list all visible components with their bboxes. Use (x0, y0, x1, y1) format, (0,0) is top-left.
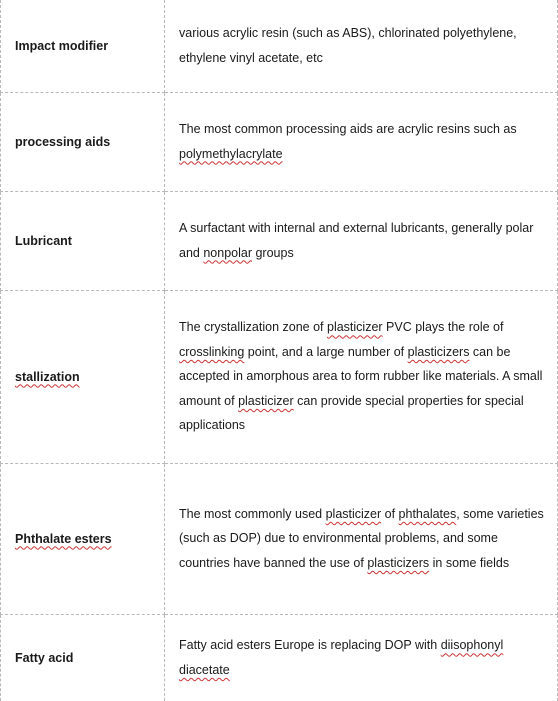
row-label-processing-aids: processing aids (1, 92, 165, 191)
row-label-lubricant: Lubricant (1, 191, 165, 290)
description-text: various acrylic resin (such as ABS), chlorinated polyethylene, ethylene vinyl acetate, etc (179, 26, 517, 65)
row-description (165, 290, 558, 463)
description-text: , some varieties (such as DOP) due to environmental problems, and some countries have banned the use of (179, 506, 544, 570)
description-text: in some fields (429, 555, 510, 570)
description-text: of (381, 506, 399, 521)
description-text: The most common processing aids are acrylic resins such as (179, 122, 517, 136)
table-row (1, 0, 558, 92)
row-label-fatty-acid: Fatty acid (1, 614, 165, 701)
flagged-word: crosslinking (179, 344, 245, 359)
flagged-word: plasticizers (367, 555, 430, 570)
description-text: can provide special properties for special applications (179, 393, 524, 433)
flagged-word: plasticizer (325, 506, 382, 521)
flagged-word: plasticizers (407, 344, 470, 359)
description-text: PVC plays the role of (382, 320, 504, 335)
row-description (165, 463, 558, 614)
flagged-word: plasticizer (327, 320, 383, 335)
table-row (1, 92, 558, 191)
row-label-impact-modifier: Impact modifier (1, 0, 165, 92)
description-text: point, and a large number of (244, 344, 408, 359)
row-label-stallization: stallization (1, 290, 165, 463)
description-text: The crystallization zone of (179, 320, 327, 335)
flagged-word: nonpolar (203, 245, 252, 260)
row-description (165, 191, 558, 290)
row-description (165, 92, 558, 191)
row-description (165, 614, 558, 701)
flagged-word: polymethylacrylate (179, 146, 283, 161)
description-text: A surfactant with internal and external lubricants, generally polar and (179, 221, 534, 260)
description-text: can be accepted in amorphous area to form rubber like materials. A small amount of (179, 344, 543, 408)
flagged-word: diacetate (179, 662, 230, 677)
table-row (1, 614, 558, 701)
table-row (1, 463, 558, 614)
description-text: The most commonly used (179, 506, 326, 521)
flagged-word: phthalates (398, 506, 457, 521)
flagged-word: plasticizer (238, 393, 294, 408)
table-row (1, 290, 558, 463)
flagged-word: diisophonyl (440, 638, 504, 653)
row-label-phthalate-esters: Phthalate esters (1, 463, 165, 614)
table-row (1, 191, 558, 290)
description-text: groups (252, 245, 294, 260)
description-text: Fatty acid esters Europe is replacing DOP with (179, 638, 441, 653)
row-description (165, 0, 558, 92)
